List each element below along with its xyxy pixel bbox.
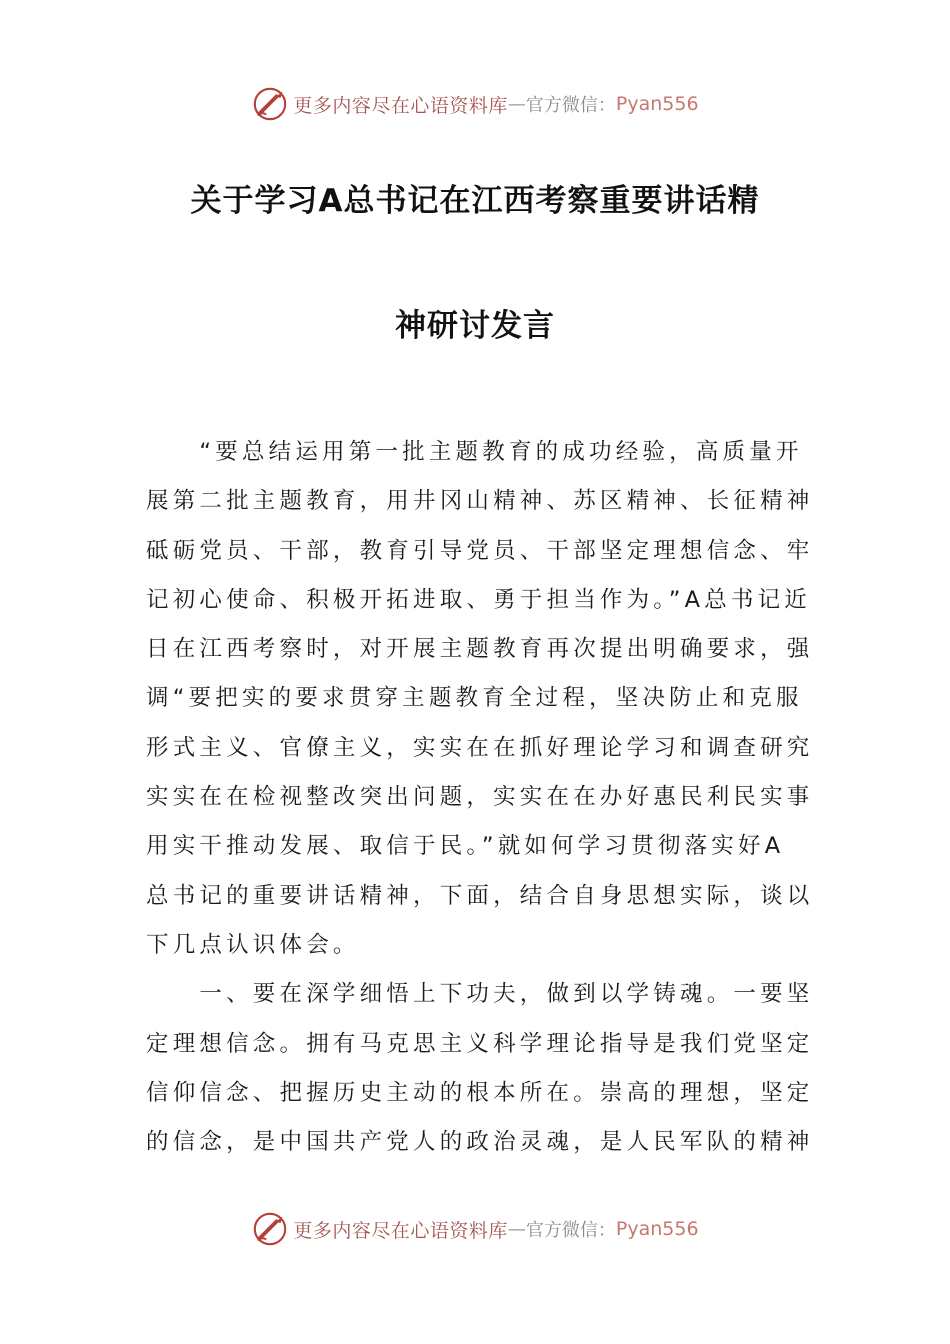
body-line: 一、要在深学细悟上下功夫，做到以学铸魂。一要坚 bbox=[146, 981, 814, 1008]
body-line: 展第二批主题教育，用井冈山精神、苏区精神、长征精神 bbox=[146, 488, 814, 515]
body-line: 记初心使命、积极开拓进取、勇于担当作为。”A总书记近 bbox=[146, 586, 811, 613]
body-line: 信仰信念、把握历史主动的根本所在。崇高的理想，坚定 bbox=[146, 1079, 814, 1106]
pen-logo-icon bbox=[251, 85, 289, 123]
body-line: 的信念，是中国共产党人的政治灵魂，是人民军队的精神 bbox=[146, 1129, 814, 1156]
banner-separator: — bbox=[507, 93, 526, 115]
footer-watermark-banner bbox=[0, 1209, 950, 1249]
header-watermark-banner bbox=[0, 84, 950, 124]
body-line: 定理想信念。拥有马克思主义科学理论指导是我们党坚定 bbox=[146, 1030, 814, 1057]
body-line: “要总结运用第一批主题教育的成功经验，高质量开 bbox=[146, 439, 803, 465]
banner-wechat-label: 官方微信： bbox=[525, 1220, 616, 1241]
banner-separator: — bbox=[507, 1218, 526, 1240]
body-line: 调“要把实的要求贯穿主题教育全过程，坚决防止和克服 bbox=[146, 685, 803, 712]
banner-slogan: 更多内容尽在心语资料库 bbox=[293, 1219, 508, 1242]
body-line: 实实在在检视整改突出问题，实实在在办好惠民利民实事 bbox=[146, 784, 814, 811]
body-line: 下几点认识体会。 bbox=[146, 931, 360, 958]
pen-logo-icon bbox=[251, 1210, 289, 1248]
banner-wechat-id: Pyan556 bbox=[615, 1218, 699, 1240]
body-line: 日在江西考察时，对开展主题教育再次提出明确要求，强 bbox=[146, 636, 814, 663]
body-line: 总书记的重要讲话精神，下面，结合自身思想实际，谈以 bbox=[146, 882, 814, 909]
banner-wechat-label: 官方微信： bbox=[525, 95, 616, 116]
banner-wechat-id: Pyan556 bbox=[615, 93, 699, 115]
body-line: 用实干推动发展、取信于民。”就如何学习贯彻落实好A bbox=[146, 833, 785, 860]
document-body bbox=[146, 428, 814, 1167]
document-title-line-2: 神研讨发言 bbox=[395, 308, 555, 344]
document-title-line-1: 关于学习A总书记在江西考察重要讲话精 bbox=[190, 183, 760, 219]
banner-slogan: 更多内容尽在心语资料库 bbox=[293, 94, 508, 117]
body-line: 形式主义、官僚主义，实实在在抓好理论学习和调查研究 bbox=[146, 734, 814, 761]
body-line: 砥砺党员、干部，教育引导党员、干部坚定理想信念、牢 bbox=[146, 537, 814, 564]
